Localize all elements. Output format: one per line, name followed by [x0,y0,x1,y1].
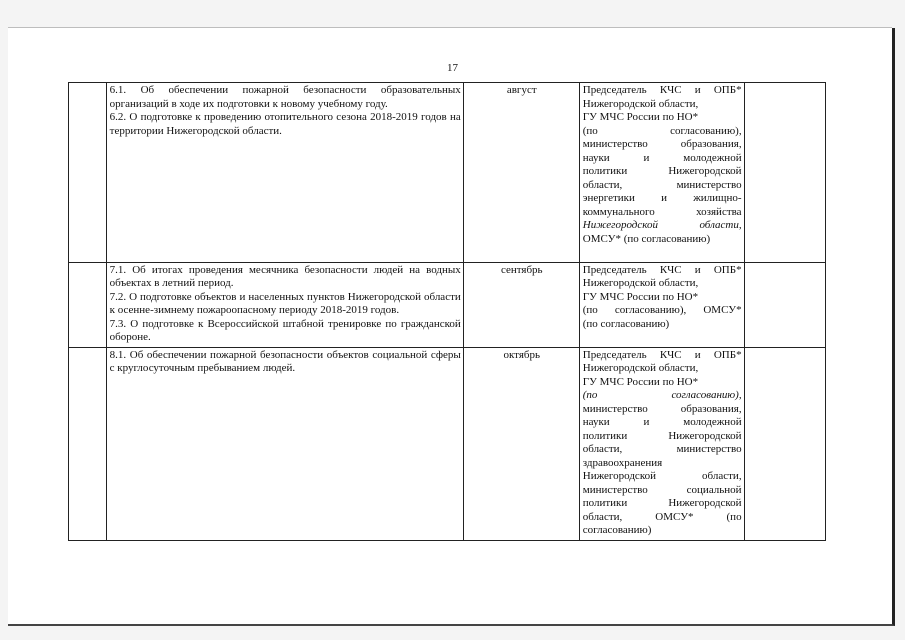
term-value: сентябрь [500,263,543,276]
responsible-cell [579,262,744,347]
page-number: 17 [447,62,458,74]
responsible-line: Председатель КЧС и ОПБ* [582,348,742,361]
topic-cell [106,83,463,263]
number-cell [69,347,107,540]
term-value: август [506,84,537,96]
responsible-line: Нижегородской области, [582,97,699,110]
note-cell [744,262,825,347]
topic-item: 7.2. О подготовке объектов и населенных пунктов Нижегородской области к осенне-зимнему пожароопасному периоду 2018-2019 годов. [109,290,461,316]
responsible-line: ОМСУ* (по согласованию) [582,232,711,245]
responsible-line: политики Нижегородской [582,429,742,442]
responsible-line: области, министерство [582,443,742,455]
responsible-line: политики Нижегородской [582,497,742,509]
topic-item: 8.1. Об обеспечении пожарной безопасности объектов социальной сферы с круглосуточным пребыванием людей. [109,348,461,374]
topic-cell [106,262,463,347]
topic-item: 6.1. Об обеспечении пожарной безопасности образовательных организаций в ходе их подготовки к новому учебному году. [109,84,461,110]
responsible-line: (по согласованию), [582,389,742,401]
cell-spacer [583,246,742,260]
table-row [69,262,826,347]
responsible-line: Нижегородской области, [582,362,699,374]
responsible-line: области, министерство [582,178,742,191]
responsible-line: коммунального хозяйства [582,205,742,218]
term-cell [463,83,579,263]
responsible-line: Нижегородской области, [582,219,742,231]
responsible-line: министерство социальной [582,483,742,496]
number-cell [69,262,107,347]
responsible-line: энергетики и жилищно- [582,192,742,204]
responsible-line: министерство образования, [582,138,742,150]
responsible-line: здравоохранения [582,456,663,469]
note-cell [744,83,825,263]
term-value: октябрь [503,348,541,361]
responsible-line: (по согласованию), ОМСУ* [582,304,742,316]
responsible-line: науки и молодежной [582,416,742,428]
term-cell [463,347,579,540]
number-cell [69,83,107,263]
responsible-line: (по согласованию), [582,124,742,137]
topic-item: 7.1. Об итогах проведения месячника безопасности людей на водных объектах в летний период. [109,263,461,289]
responsible-line: (по согласованию) [582,317,670,330]
activity-plan-table [68,82,826,541]
note-cell [744,347,825,540]
table-row [69,83,826,263]
responsible-line: науки и молодежной [582,151,742,164]
table-row [69,347,826,540]
responsible-line: политики Нижегородской [582,165,742,177]
topic-cell [106,347,463,540]
responsible-line: согласованию) [582,524,652,536]
responsible-line: Председатель КЧС и ОПБ* [582,263,742,276]
responsible-cell [579,83,744,263]
responsible-line: министерство образования, [582,402,742,415]
responsible-line: ГУ МЧС России по НО* [582,290,699,303]
responsible-cell [579,347,744,540]
responsible-line: ГУ МЧС России по НО* [582,375,699,388]
term-cell [463,262,579,347]
responsible-line: Нижегородской области, [582,470,742,482]
responsible-line: области, ОМСУ* (по [582,510,742,523]
responsible-line: Нижегородской области, [582,277,699,289]
topic-item: 6.2. О подготовке к проведению отопительного сезона 2018-2019 годов на территории Нижегородской области. [109,111,461,137]
topic-item: 7.3. О подготовке к Всероссийской штабной тренировке по гражданской обороне. [109,317,461,343]
responsible-line: Председатель КЧС и ОПБ* [582,84,742,96]
responsible-line: ГУ МЧС России по НО* [582,111,699,123]
